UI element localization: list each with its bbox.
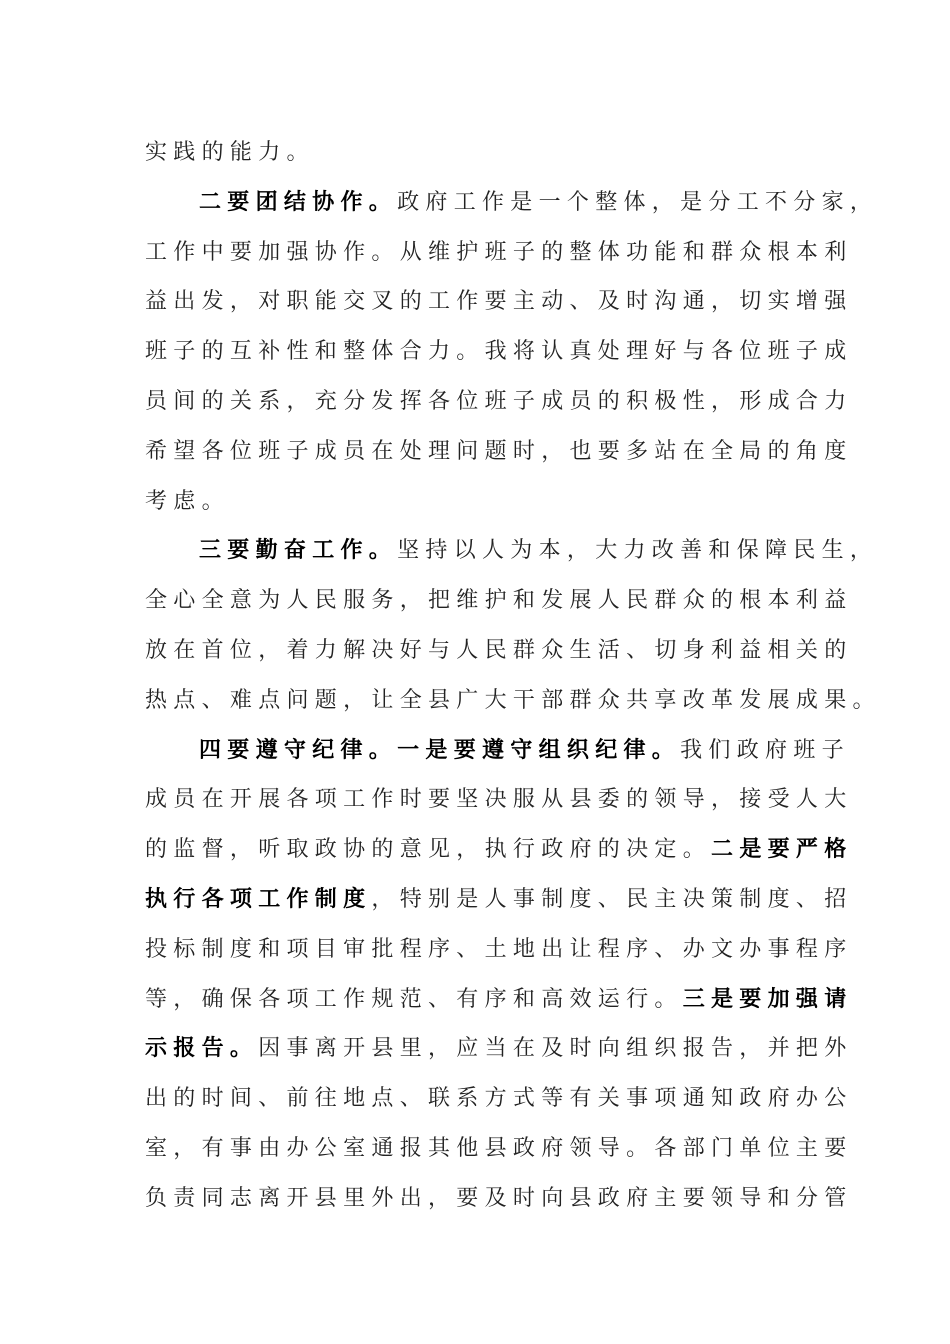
- bold-heading-text: 示报告。: [145, 1036, 259, 1062]
- body-text: 成员在开展各项工作时要坚决服从县委的领导，接受人大: [145, 787, 853, 813]
- body-text: 的监督，听取政协的意见，执行政府的决定。: [145, 837, 712, 863]
- text-line: [145, 676, 881, 726]
- body-text: 放在首位，着力解决好与人民群众生活、切身利益相关的: [145, 637, 853, 663]
- body-text: 工作中要加强协作。从维护班子的整体功能和群众根本利: [145, 239, 853, 265]
- text-line: [145, 825, 853, 875]
- body-text: 负责同志离开县里外出，要及时向县政府主要领导和分管: [145, 1185, 853, 1211]
- body-text: 坚持以人为本，大力改善和保障民生，: [397, 538, 879, 564]
- text-line: [145, 427, 853, 477]
- body-text: 我们政府班子: [680, 737, 850, 763]
- text-line: [145, 1074, 853, 1124]
- bold-heading-text: 四要遵守纪律。: [199, 737, 398, 763]
- text-line: [145, 377, 853, 427]
- bold-heading-text: 三是要加强请: [682, 986, 853, 1012]
- bold-heading-text: 二是要严格: [711, 837, 853, 863]
- text-line: [145, 477, 825, 527]
- text-line: [145, 1024, 853, 1074]
- body-text: 希望各位班子成员在处理问题时，也要多站在全局的角度: [145, 438, 853, 464]
- text-line: [145, 277, 853, 327]
- body-text: 益出发，对职能交叉的工作要主动、及时沟通，切实增强: [145, 289, 853, 315]
- text-line: [145, 128, 825, 178]
- text-line: [145, 975, 853, 1025]
- document-body: [145, 128, 881, 1224]
- text-line: [145, 526, 879, 576]
- text-line: [145, 327, 853, 377]
- text-line: [145, 178, 879, 228]
- bold-heading-text: 三要勤奋工作。: [199, 538, 398, 564]
- body-text: 员间的关系，充分发挥各位班子成员的积极性，形成合力: [145, 388, 853, 414]
- body-text: 全心全意为人民服务，把维护和发展人民群众的根本利益: [145, 588, 853, 614]
- text-line: [145, 228, 853, 278]
- bold-heading-text: 一是要遵守组织纪律。: [397, 737, 681, 763]
- body-text: ，特别是人事制度、民主决策制度、招: [371, 886, 853, 912]
- body-text: 因事离开县里，应当在及时向组织报告，并把外: [258, 1036, 853, 1062]
- bold-heading-text: 二要团结协作。: [199, 189, 398, 215]
- body-text: 考虑。: [145, 488, 230, 514]
- text-line: [145, 875, 853, 925]
- body-text: 出的时间、前往地点、联系方式等有关事项通知政府办公: [145, 1086, 853, 1112]
- text-line: [145, 1124, 853, 1174]
- body-text: 等，确保各项工作规范、有序和高效运行。: [145, 986, 683, 1012]
- text-line: [145, 576, 853, 626]
- text-line: [145, 626, 853, 676]
- text-line: [145, 1174, 853, 1224]
- text-line: [145, 925, 853, 975]
- body-text: 投标制度和项目审批程序、土地出让程序、办文办事程序: [145, 936, 853, 962]
- body-text: 热点、难点问题，让全县广大干部群众共享改革发展成果。: [145, 687, 881, 713]
- body-text: 班子的互补性和整体合力。我将认真处理好与各位班子成: [145, 339, 853, 365]
- body-text: 室，有事由办公室通报其他县政府领导。各部门单位主要: [145, 1135, 853, 1161]
- body-text: 实践的能力。: [145, 140, 315, 165]
- text-line: [145, 726, 850, 776]
- bold-heading-text: 执行各项工作制度: [145, 886, 372, 912]
- body-text: 政府工作是一个整体，是分工不分家，: [397, 189, 879, 215]
- text-line: [145, 775, 853, 825]
